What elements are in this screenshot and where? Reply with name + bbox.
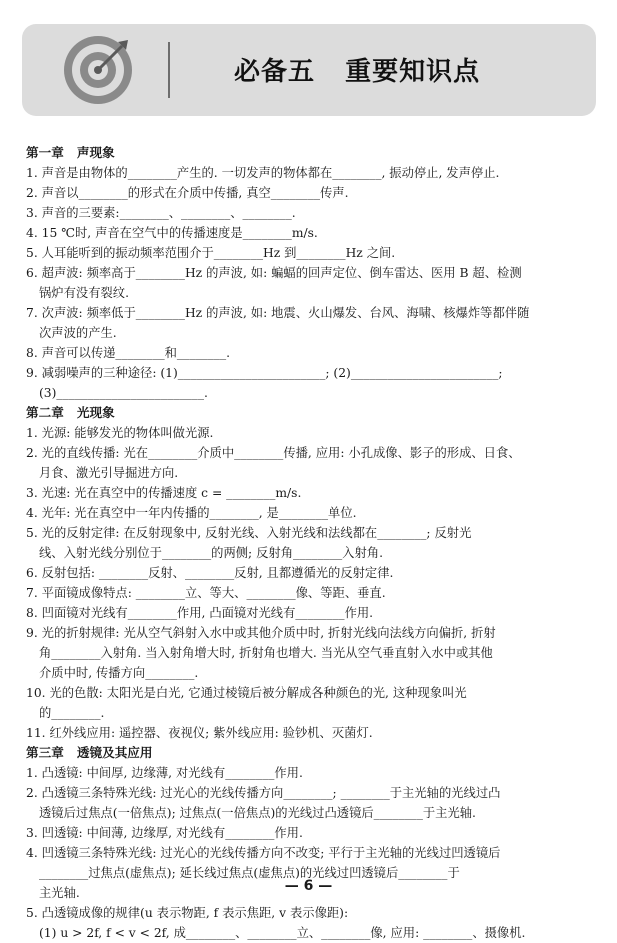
text-line: 8. 声音可以传递________和________. [26,346,231,360]
text-line: 次声波的产生. [39,326,117,340]
text-line: 2. 凸透镜三条特殊光线: 过光心的光线传播方向________; ________于主光轴的光线过凸 [26,786,501,800]
text-line: 1. 声音是由物体的________产生的. 一切发声的物体都在________, 振动停止, 发声停止. [26,166,500,180]
text-line: 5. 人耳能听到的振动频率范围介于________Hz 到________Hz 之间. [26,246,396,260]
text-line: 5. 凸透镜成像的规律(u 表示物距, f 表示焦距, v 表示像距): [26,906,349,920]
chapter-heading: 第三章 透镜及其应用 [26,745,153,760]
text-line: 介质中时, 传播方向________. [39,666,199,680]
text-line: 4. 凹透镜三条特殊光线: 过光心的光线传播方向不改变; 平行于主光轴的光线过凹透镜后 [26,846,501,860]
text-line: 9. 减弱噪声的三种途径: (1)________________________; (2)________________________; [26,366,503,380]
text-line: 5. 光的反射定律: 在反射现象中, 反射光线、入射光线和法线都在________; 反射光 [26,526,472,540]
chapter-heading: 第二章 光现象 [26,405,115,420]
text-line: 线、入射光线分别位于________的两侧; 反射角________入射角. [39,546,383,560]
text-line: 2. 光的直线传播: 光在________介质中________传播, 应用: 小孔成像、影子的形成、日食、 [26,446,521,460]
text-line: 4. 光年: 光在真空中一年内传播的________, 是________单位. [26,506,357,520]
text-line: ________过焦点(虚焦点); 延长线过焦点(虚焦点)的光线过凹透镜后________于 [39,866,460,880]
text-line: 2. 声音以________的形式在介质中传播, 真空________传声. [26,186,349,200]
text-line: 月食、激光引导掘进方向. [39,466,179,480]
text-line: 主光轴. [39,886,80,900]
text-line: 10. 光的色散: 太阳光是白光, 它通过棱镜后被分解成各种颜色的光, 这种现象叫光 [26,686,467,700]
header-banner [22,24,596,116]
text-line: 3. 声音的三要素:________、________、________. [26,206,296,220]
knowledge-points [26,143,594,943]
text-line: (1) u > 2f, f < v < 2f, 成________、________立、________像, 应用: ________、摄像机. [39,926,526,940]
target-icon [62,34,134,106]
text-line: (3)________________________. [39,386,208,400]
text-line: 7. 平面镜成像特点: ________立、等大、________像、等距、垂直. [26,586,386,600]
text-line: 的________. [39,706,105,720]
page-number: — 6 — [284,878,333,894]
header-divider [168,42,170,98]
text-line: 6. 超声波: 频率高于________Hz 的声波, 如: 蝙蝠的回声定位、倒车雷达、医用 B 超、检测 [26,266,522,280]
text-line: 1. 凸透镜: 中间厚, 边缘薄, 对光线有________作用. [26,766,303,780]
text-line: 3. 凹透镜: 中间薄, 边缘厚, 对光线有________作用. [26,826,303,840]
text-line: 3. 光速: 光在真空中的传播速度 c = ________m/s. [26,486,302,500]
page-title: 必备五 重要知识点 [234,57,481,87]
text-line: 1. 光源: 能够发光的物体叫做光源. [26,426,214,440]
text-line: 6. 反射包括: ________反射、________反射, 且都遵循光的反射定律. [26,566,394,580]
text-line: 锅炉有没有裂纹. [39,286,129,300]
text-line: 7. 次声波: 频率低于________Hz 的声波, 如: 地震、火山爆发、台风、海啸、核爆炸等都伴随 [26,306,530,320]
chapter-heading: 第一章 声现象 [26,145,115,160]
text-line: 11. 红外线应用: 遥控器、夜视仪; 紫外线应用: 验钞机、灭菌灯. [26,726,373,740]
text-line: 8. 凹面镜对光线有________作用, 凸面镜对光线有________作用. [26,606,374,620]
text-line: 角________入射角. 当入射角增大时, 折射角也增大. 当光从空气垂直射入水中或其他 [39,646,493,660]
text-line: 9. 光的折射规律: 光从空气斜射入水中或其他介质中时, 折射光线向法线方向偏折, 折射 [26,626,496,640]
text-line: 4. 15 ℃时, 声音在空气中的传播速度是________m/s. [26,226,318,240]
text-line: 透镜后过焦点(一倍焦点); 过焦点(一倍焦点)的光线过凸透镜后________于主光轴. [39,806,476,820]
